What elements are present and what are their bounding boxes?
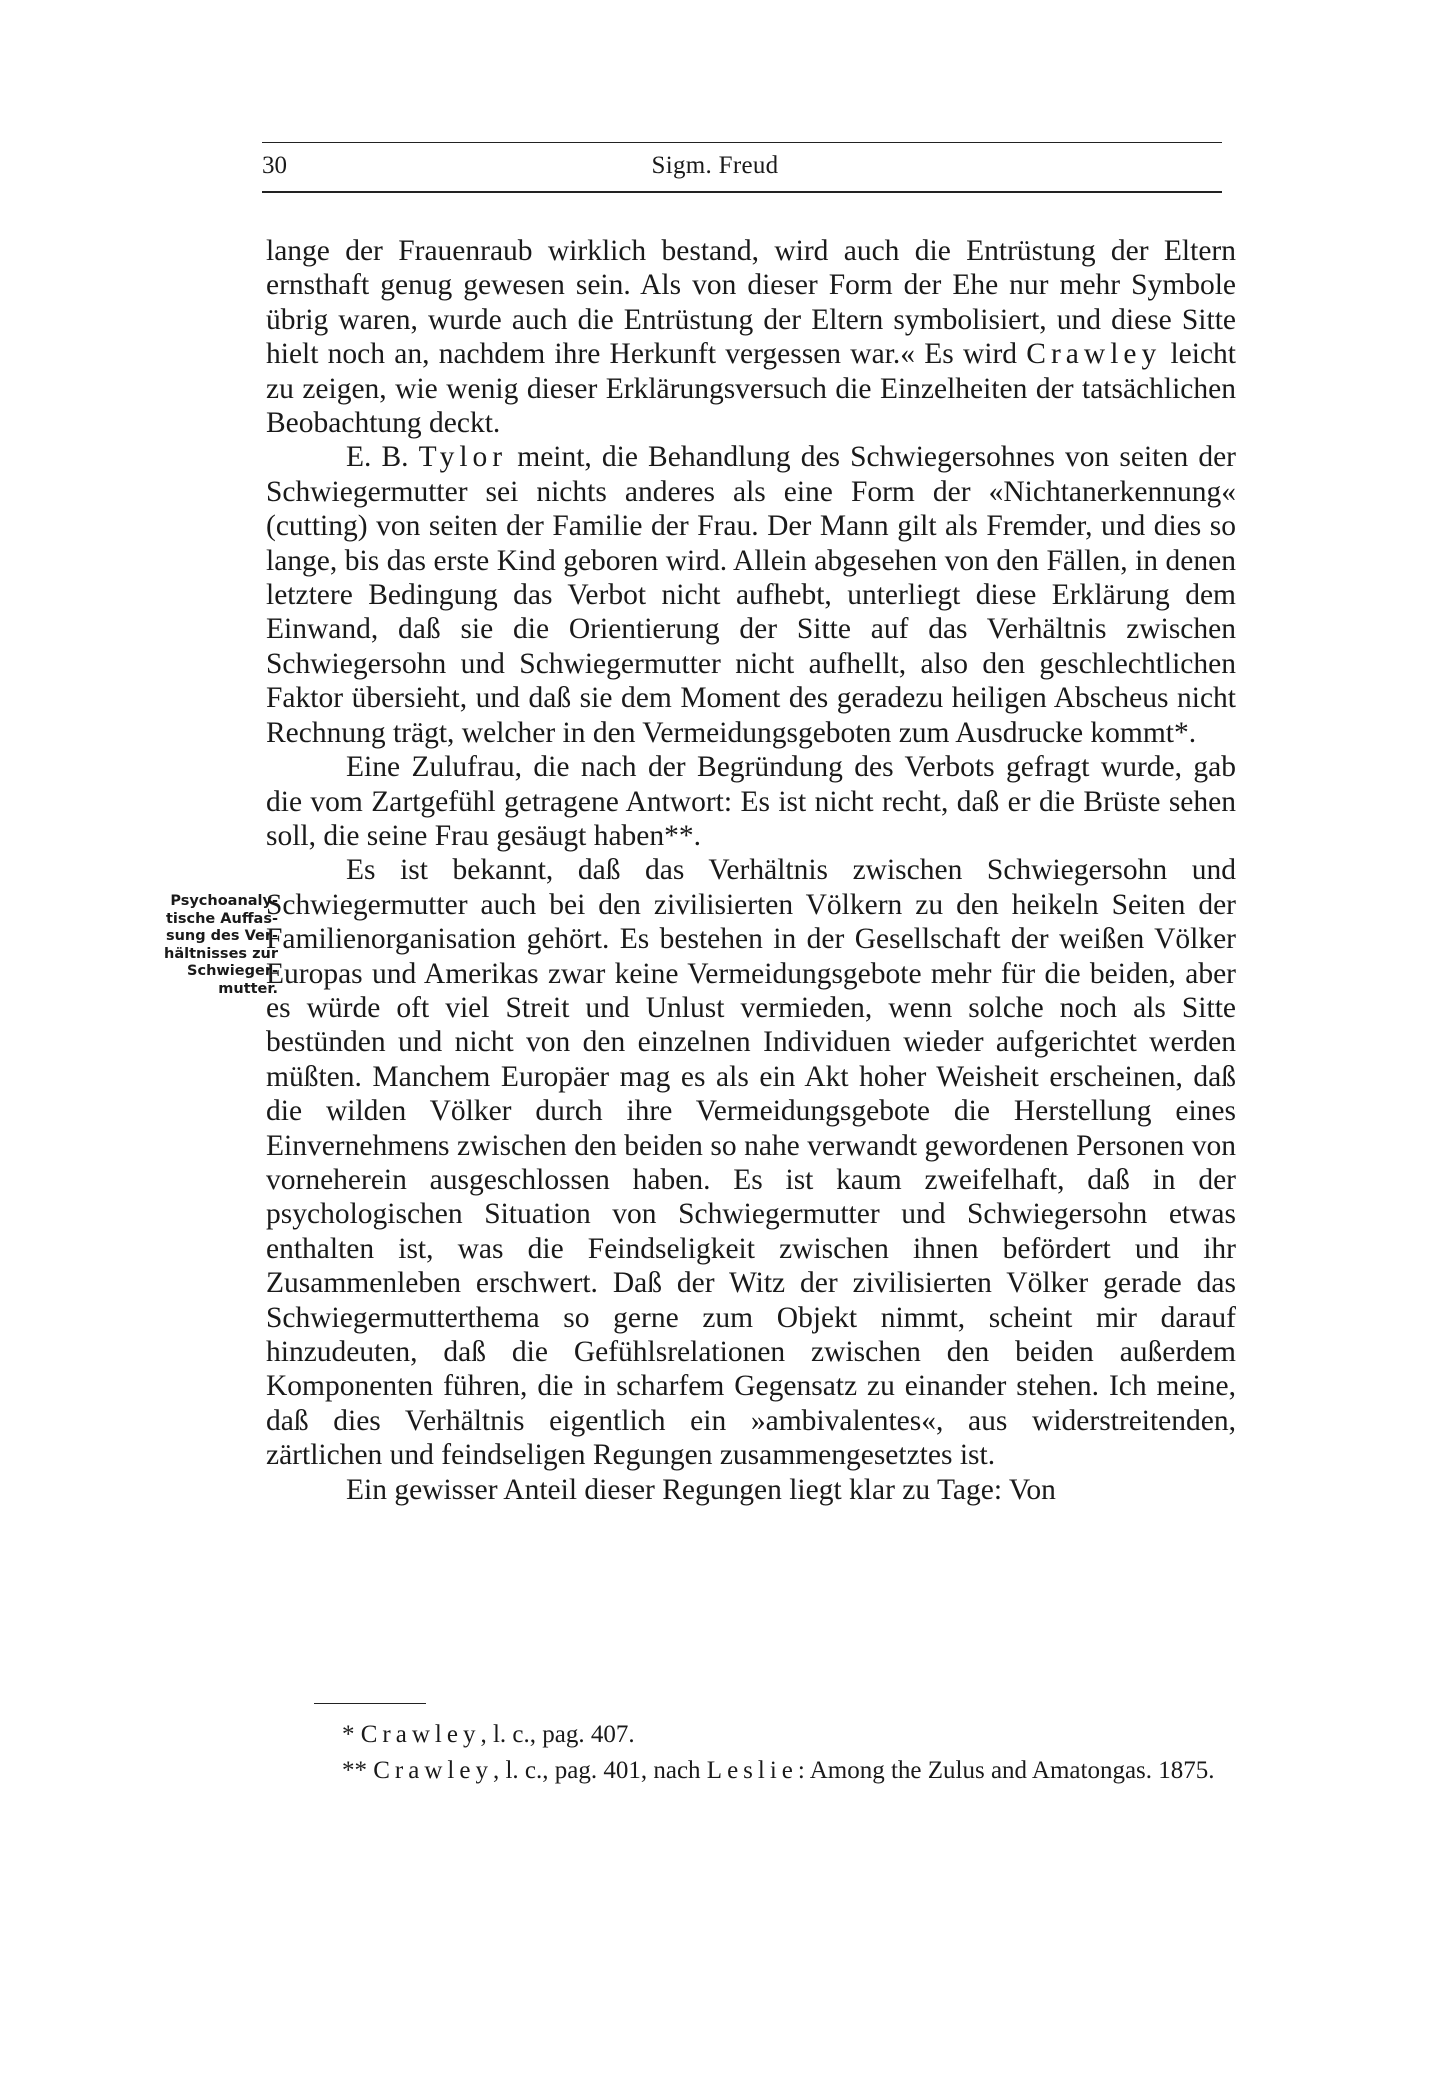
footnote-2 [274,1753,1236,1789]
page-number: 30 [262,152,287,179]
margin-note-line: tische Auffas- [165,910,278,927]
footnote-1 [274,1717,1236,1753]
footnote-text: : Among the Zulus and Amatongas. 1875. [797,1757,1215,1784]
margin-note-line: hältnisses zur [164,945,278,962]
paragraph-text: leicht zu zeigen, wie wenig dieser Erklärungsversuch die Einzelheiten der tatsächlichen Beobachtung deckt. [266,338,1236,440]
author-name: Leslie [706,1757,798,1784]
author-name: Crawley [360,1721,481,1748]
footnote-mark: * [342,1721,361,1748]
footnote-mark: ** [342,1757,374,1784]
margin-note-line: sung des Ver- [165,928,278,944]
body-text [266,234,1236,1507]
paragraph-4: Es ist bekannt, daß das Verhältnis zwischen Schwiegersohn und Schwiegermutter auch bei den zivilisierten Völkern zu den heikeln Seiten der Familienorganisation gehört. Es bestehen in der Gesellschaft der weißen Völker Europas und Amerikas zwar keine Vermeidungsgebote mehr für die beiden, aber es würde oft viel Streit und Unlust vermieden, wenn solche noch als Sitte bestünden und nicht von den einzelnen Individuen wieder aufgerichtet werden müßten. Manchem Europäer mag es als ein Akt hoher Weisheit erscheinen, daß die wilden Völker durch ihre Vermeidungsgebote die Herstellung eines Einvernehmens zwischen den beiden so nahe verwandt gewordenen Personen von vorneherein ausgeschlossen haben. Es ist kaum zweifelhaft, daß in der psychologischen Situation von Schwiegermutter und Schwiegersohn etwas enthalten ist, was die Feindseligkeit zwischen ihnen befördert und ihr Zusammenleben erschwert. Daß der Witz der zivilisierten Völker gerade das Schwiegermutterthema so gerne zum Objekt nimmt, scheint mir darauf hinzudeuten, daß die Gefühlsrelationen zwischen den beiden außerdem Komponenten führen, die in scharfem Gegensatz zu einander stehen. Ich meine, daß dies Verhältnis eigentlich ein »ambivalentes«, aus widerstreitenden, zärtlichen und feindseligen Regungen zusammengesetztes ist. [266,854,1236,1472]
author-name: Crawley [1026,338,1162,371]
header-top-rule [262,142,1222,143]
paragraph-text: E. B. [346,441,419,474]
paragraph-text: meint, die Behandlung des Schwiegersohnes von seiten der Schwiegermutter sei nichts anderes als eine Form der «Nichtanerkennung« (cutting) von seiten der Familie der Frau. Der Mann gilt als Fremder, und dies so lange, bis das erste Kind geboren wird. Allein abgesehen von den Fällen, in denen letztere Bedingung das Verbot nicht aufhebt, unterliegt diese Erklärung dem Einwand, daß sie die Orientierung der Sitte auf das Verhältnis zwischen Schwiegersohn und Schwiegermutter nicht aufhellt, also den geschlechtlichen Faktor übersieht, und daß sie dem Moment des geradezu heiligen Abscheus nicht Rechnung trägt, welcher in den Vermeidungsgeboten zum Ausdrucke kommt*. [266,441,1236,749]
footnote-rule [314,1703,426,1704]
footnote-text: , l. c., pag. 401, nach [492,1757,707,1784]
author-name: Tylor [418,441,508,474]
margin-note-line: mutter. [218,980,278,997]
paragraph-1 [266,234,1236,440]
paragraph-3: Eine Zulufrau, die nach der Begründung des Verbots gefragt wurde, gab die vom Zartgefühl getragene Antwort: Es ist nicht recht, daß er die Brüste sehen soll, die seine Frau gesäugt haben**. [266,751,1236,852]
running-head: Sigm. Freud [651,152,779,179]
footnotes [274,1717,1236,1789]
footnote-text: , l. c., pag. 407. [480,1721,635,1748]
margin-note-line: Psychoanaly- [170,893,278,909]
margin-note-line: Schwieger- [187,963,278,979]
header-bottom-rule [262,191,1222,193]
paragraph-text: lange der Frauenraub wirklich bestand, wird auch die Entrüstung der Eltern ernsthaft genug gewesen sein. Als von dieser Form der Ehe nur mehr Symbole übrig waren, wurde auch die Entrüstung der Eltern symbolisiert, und diese Sitte hielt noch an, nachdem ihre Herkunft vergessen war.« Es wird [266,235,1236,371]
author-name: Crawley [373,1757,493,1784]
paragraph-5: Ein gewisser Anteil dieser Regungen liegt klar zu Tage: Von [346,1473,1056,1506]
margin-note [108,893,278,998]
paragraph-2 [266,440,1236,750]
